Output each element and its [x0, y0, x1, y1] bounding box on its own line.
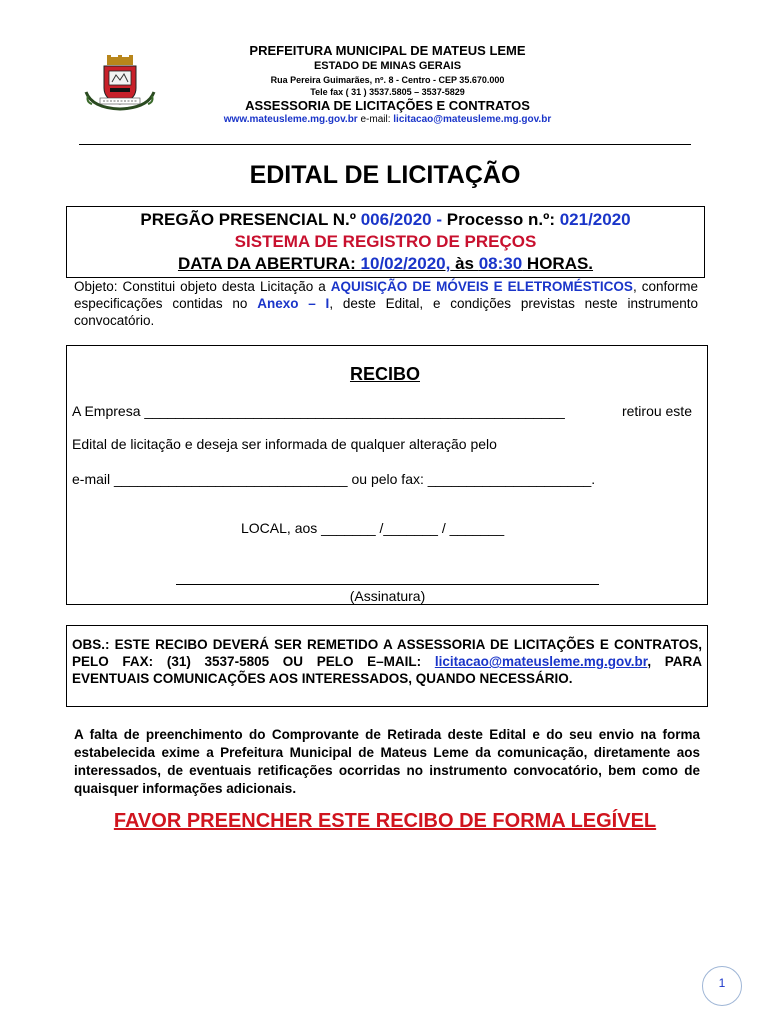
observation-text [72, 636, 702, 687]
document-title: EDITAL DE LICITAÇÃO [249, 161, 521, 189]
opening-hours-label: HORAS. [522, 254, 594, 273]
receipt-line-2: Edital de licitação e deseja ser informada de qualquer alteração pelo [72, 436, 497, 452]
processo-number: 021/2020 [559, 210, 631, 229]
processo-label: Processo n.º: [446, 210, 560, 229]
obs-email-link[interactable]: licitacao@mateusleme.mg.gov.br [434, 654, 648, 669]
sistema-registro-line: SISTEMA DE REGISTRO DE PREÇOS [234, 232, 537, 251]
object-description: AQUISIÇÃO DE MÓVEIS E ELETROMÉSTICOS [330, 279, 633, 294]
contact-line [160, 114, 615, 125]
pregao-number-line [67, 210, 704, 230]
signature-line[interactable] [176, 584, 599, 585]
signature-label: (Assinatura) [349, 588, 426, 604]
pregao-number: 006/2020 - [360, 210, 447, 229]
receipt-company-line [72, 403, 692, 419]
receipt-title: RECIBO [349, 364, 420, 384]
notice-paragraph: A falta de preenchimento do Comprovante de Retirada deste Edital e do seu envio na forma estabelecida exime a Prefeitura Municipal de Mateus Leme da comunicação, diretamente aos interessados, de eventuais retificações ocorridas no instrumento convocatório, bem como de quaisquer informações adicionais. [74, 727, 700, 796]
fill-legibly-instruction: FAVOR PREENCHER ESTE RECIBO DE FORMA LEGÍVEL [113, 810, 657, 832]
website-link[interactable]: www.mateusleme.mg.gov.br [223, 114, 358, 125]
page-number: 1 [718, 976, 726, 990]
obs-text-end: , PARA EVENTUAIS COMUNICAÇÕES AOS INTERESSADOS, QUANDO NECESSÁRIO. [72, 654, 702, 686]
opening-date: 10/02/2020, [360, 254, 451, 273]
company-line-end: retirou este [621, 403, 692, 419]
opening-date-line [67, 254, 704, 274]
header-divider [79, 144, 691, 145]
annex-reference: Anexo – I [257, 296, 330, 311]
email-label: e-mail: [357, 114, 394, 125]
object-paragraph [74, 278, 698, 329]
pregao-info-box [66, 206, 705, 278]
pregao-prefix: PREGÃO PRESENCIAL N.º [140, 210, 361, 229]
opening-time: 08:30 [478, 254, 523, 273]
opening-date-label: DATA DA ABERTURA: [177, 254, 361, 273]
municipality-name: PREFEITURA MUNICIPAL DE MATEUS LEME [249, 43, 526, 58]
receipt-local-date-field[interactable]: LOCAL, aos _______ /_______ / _______ [241, 520, 505, 536]
opening-at: às [450, 254, 479, 273]
object-intro: Objeto: Constitui objeto desta Licitação a [74, 279, 331, 294]
municipal-coat-of-arms-logo [84, 54, 156, 112]
receipt-contact-fields[interactable]: e-mail ______________________________ ou pelo fax: _____________________. [72, 471, 596, 487]
obs-text-start: OBS.: ESTE RECIBO DEVERÁ SER REMETIDO A ASSESSORIA DE LICITAÇÕES E CONTRATOS, PELO FAX: (31) 3537-5805 OU PELO E–MAIL: [72, 637, 702, 669]
address: Rua Pereira Guimarães, nº. 8 - Centro - CEP 35.670.000 [270, 75, 505, 85]
department-name: ASSESSORIA DE LICITAÇÕES E CONTRATOS [245, 98, 530, 113]
page-number-badge [702, 966, 742, 1006]
object-middle: , conforme especificações contidas no [74, 279, 698, 311]
object-end: , deste Edital, e condições previstas neste instrumento convocatório. [74, 296, 698, 328]
state-name: ESTADO DE MINAS GERAIS [313, 60, 462, 72]
company-field[interactable]: A Empresa ______________________________________________________ [72, 403, 565, 419]
phone-fax: Tele fax ( 31 ) 3537.5805 – 3537-5829 [310, 87, 465, 97]
email-link[interactable]: licitacao@mateusleme.mg.gov.br [393, 114, 552, 125]
